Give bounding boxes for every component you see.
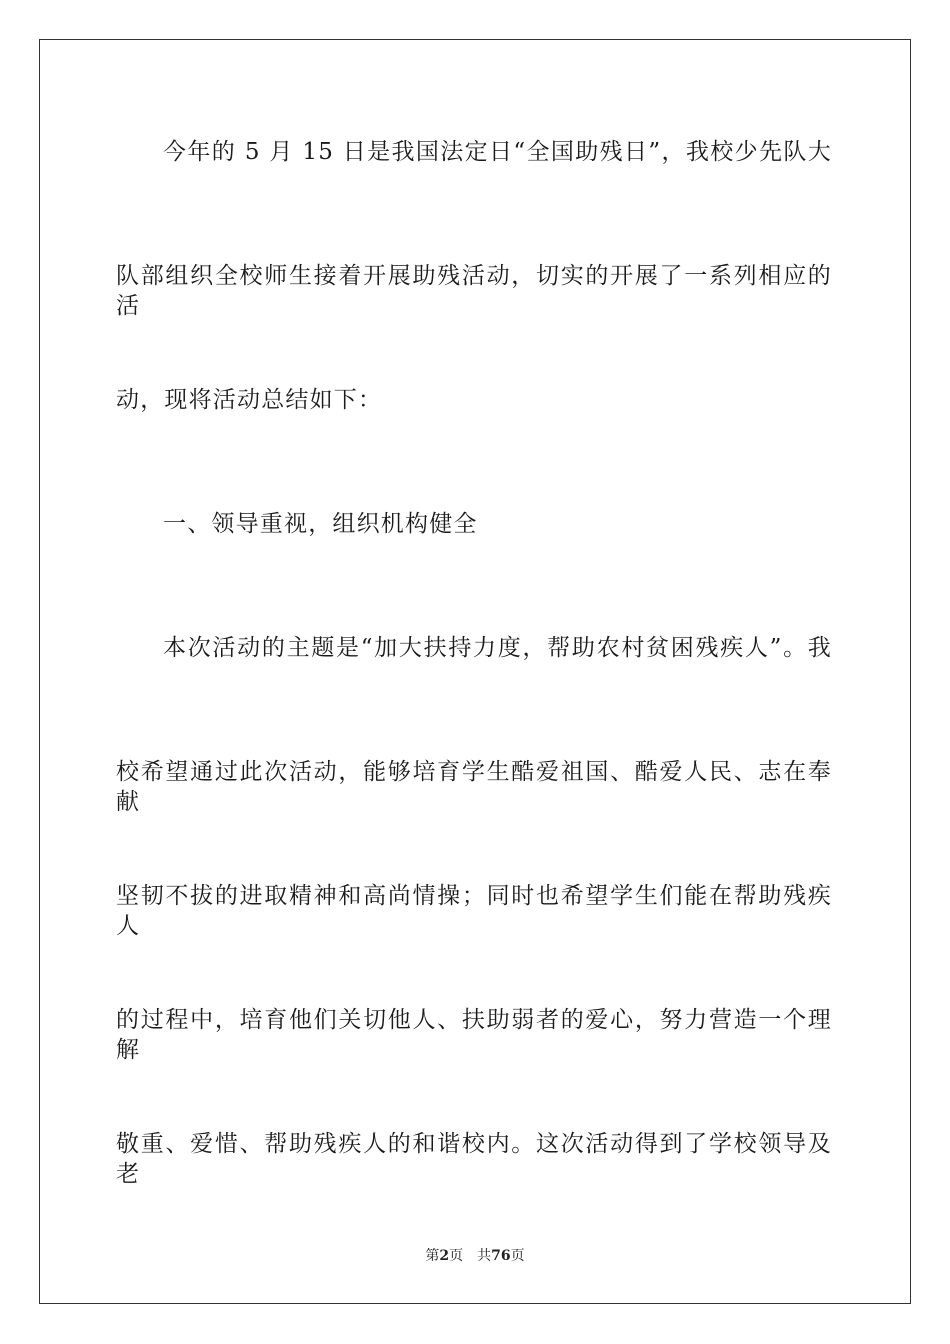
paragraph-2-line-3: 坚韧不拔的进取精神和高尚情操；同时也希望学生们能在帮助残疾人: [116, 883, 832, 939]
section-heading-1: 一、领导重视，组织机构健全: [163, 511, 478, 537]
paragraph-1-line-2: 队部组织全校师生接着开展助残活动，切实的开展了一系列相应的活: [116, 263, 832, 319]
paragraph-2-line-1: 本次活动的主题是“加大扶持力度，帮助农村贫困残疾人”。我: [163, 635, 832, 661]
page-suffix: 页: [449, 1248, 464, 1264]
total-pages: 76: [491, 1248, 511, 1264]
total-suffix: 页: [510, 1248, 525, 1264]
page-prefix: 第: [425, 1248, 440, 1264]
page-border: [39, 39, 911, 1304]
paragraph-2-line-5: 敬重、爱惜、帮助残疾人的和谐校内。这次活动得到了学校领导及老: [116, 1131, 832, 1187]
paragraph-1-line-1: 今年的 5 月 15 日是我国法定日“全国助残日”，我校少先队大: [163, 139, 832, 165]
page-footer: [0, 1246, 950, 1266]
page-number: 2: [439, 1248, 450, 1264]
paragraph-2-line-4: 的过程中，培育他们关切他人、扶助弱者的爱心，努力营造一个理解: [116, 1007, 832, 1063]
paragraph-1-line-3: 动，现将活动总结如下：: [116, 387, 383, 413]
total-prefix: 共: [477, 1248, 492, 1264]
paragraph-2-line-2: 校希望通过此次活动，能够培育学生酷爱祖国、酷爱人民、志在奉献: [116, 759, 832, 815]
